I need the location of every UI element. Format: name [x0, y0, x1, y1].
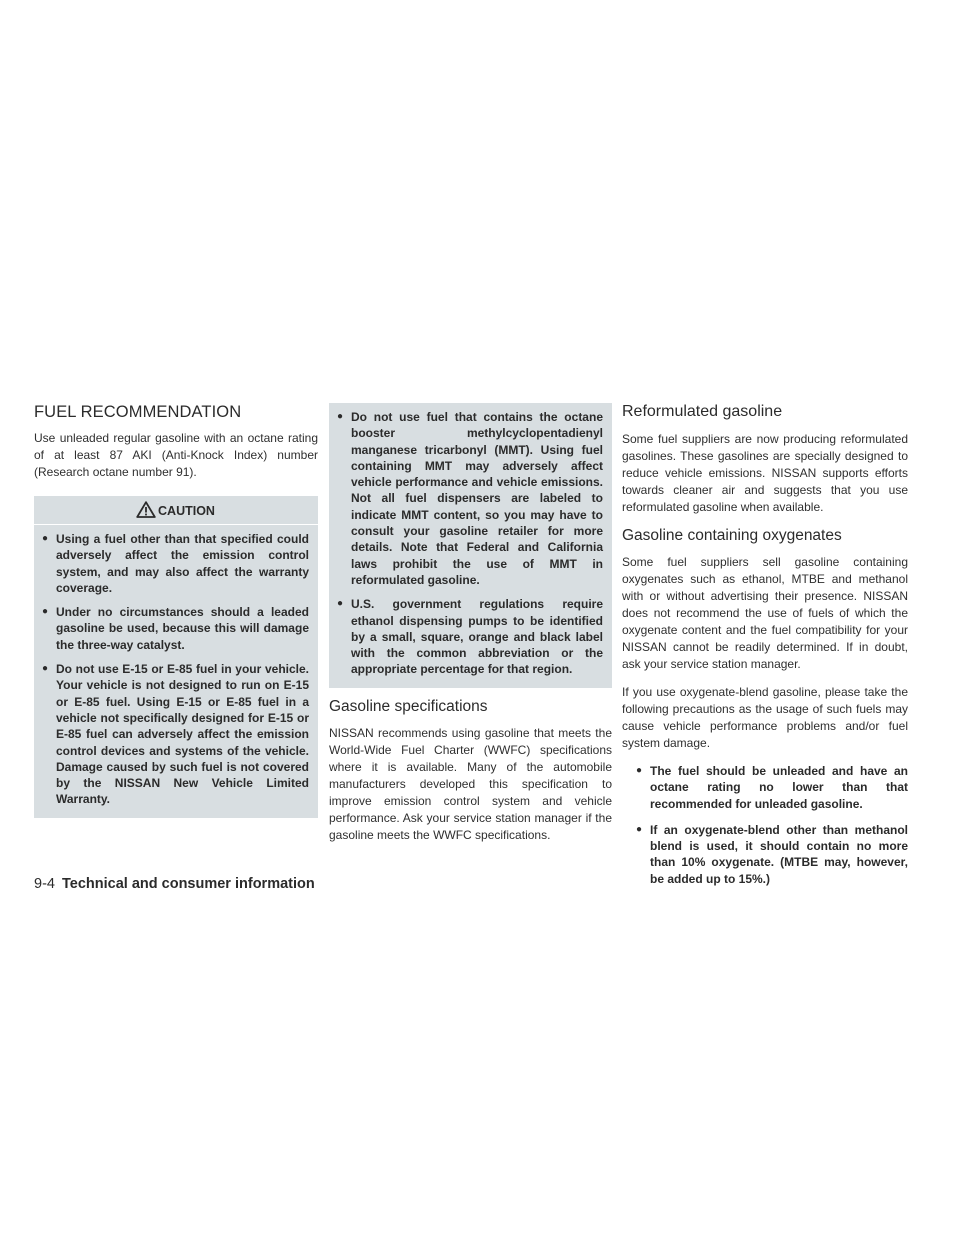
caution-bullet	[42, 531, 309, 596]
intro-paragraph: Use unleaded regular gasoline with an octane rating of at least 87 AKI (Anti-Knock Index) number (Research octane number 91).	[34, 431, 318, 479]
caution-header	[42, 501, 309, 522]
oxygenates-paragraph: Some fuel suppliers sell gasoline containing oxygenates such as ethanol, MTBE and methanol with or without advertising their presence. NISSAN does not recommend the use of fuels of which the oxygenate content and the fuel compatibility for your NISSAN cannot be readily determined. If in doubt, ask your service station manager.	[622, 555, 908, 671]
caution-bullet	[337, 409, 603, 588]
section-name: Technical and consumer information	[62, 876, 315, 892]
page-number: 9-4	[34, 876, 55, 892]
caution-bullet-text: Using a fuel other than that specified could adversely affect the emission control system, and may also affect the warranty coverage.	[56, 532, 309, 595]
column-1	[34, 403, 318, 818]
bullet-icon: ●	[636, 823, 643, 835]
bullet-icon: ●	[636, 765, 643, 776]
caution-bullet	[337, 596, 603, 677]
caution-box-continued	[329, 403, 612, 688]
oxygenate-precautions-list	[622, 763, 908, 887]
caution-box	[34, 496, 318, 818]
page-title: FUEL RECOMMENDATION	[34, 403, 242, 421]
warning-triangle-icon	[136, 501, 156, 518]
bullet-icon: ●	[42, 663, 49, 675]
caution-bullet-text: Do not use E-15 or E-85 fuel in your vehicle. Your vehicle is not designed to run on E-15 or E-85 fuel. Using E-15 or E-85 fuel in a vehicle not specifically designed for E-15 or E-85 fuel can adversely affect the emission control devices and systems of the vehicle. Damage caused by such fuel is not covered by the NISSAN New Vehicle Limited Warranty.	[56, 662, 309, 807]
column-3	[622, 403, 908, 897]
caution-bullet	[42, 604, 309, 653]
section-heading-gasoline-specifications: Gasoline specifications	[329, 697, 488, 715]
bullet-icon: ●	[42, 533, 49, 544]
caution-bullet	[42, 661, 309, 808]
caution-label: CAUTION	[158, 504, 215, 518]
list-item	[636, 763, 908, 812]
caution-bullet-text: Under no circumstances should a leaded gasoline be used, because this will damage the three-way catalyst.	[56, 605, 309, 652]
spec-paragraph: NISSAN recommends using gasoline that meets the World-Wide Fuel Charter (WWFC) specifications where it is available. Many of the automobile manufacturers developed this specification to improve emission control system and vehicle performance. Ask your service station manager if the gasoline meets the WWFC specifications.	[329, 725, 612, 842]
list-item-text: The fuel should be unleaded and have an octane rating no lower than that recommended for unleaded gasoline.	[650, 764, 908, 811]
bullet-icon: ●	[42, 606, 49, 618]
bullet-icon: ●	[337, 411, 344, 422]
page-footer	[34, 876, 315, 892]
reformulated-paragraph: Some fuel suppliers are now producing reformulated gasolines. These gasolines are specially designed to reduce vehicle emissions. NISSAN supports efforts towards cleaner air and suggests that you use reformulated gasoline when available.	[622, 432, 908, 514]
column-2	[329, 403, 612, 855]
bullet-icon: ●	[337, 598, 344, 610]
caution-divider	[34, 524, 318, 525]
caution-bullet-text: U.S. government regulations require ethanol dispensing pumps to be identified by a small, square, orange and black label with the common abbreviation or the appropriate percentage for that region.	[351, 597, 603, 677]
caution-bullet-text: Do not use fuel that contains the octane booster methylcyclopentadienyl manganese tricarbonyl (MMT). Using fuel containing MMT may adversely affect vehicle performance and vehicle emissions. Not all fuel dispensers are labeled to indicate MMT content, so you may have to consult your gasoline retailer for more details. Note that Federal and California laws prohibit the use of MMT in reformulated gasoline.	[351, 410, 603, 587]
list-item-text: If an oxygenate-blend other than methanol blend is used, it should contain no more than 10% oxygenate. (MTBE may, however, be added up to 15%.)	[650, 822, 908, 886]
list-item	[636, 822, 908, 887]
oxygenates-paragraph-2: If you use oxygenate-blend gasoline, please take the following precautions as the usage of such fuels may cause vehicle performance problems and/or fuel system damage.	[622, 685, 908, 750]
section-heading-oxygenates: Gasoline containing oxygenates	[622, 527, 842, 544]
section-heading-reformulated-gasoline: Reformulated gasoline	[622, 403, 783, 420]
